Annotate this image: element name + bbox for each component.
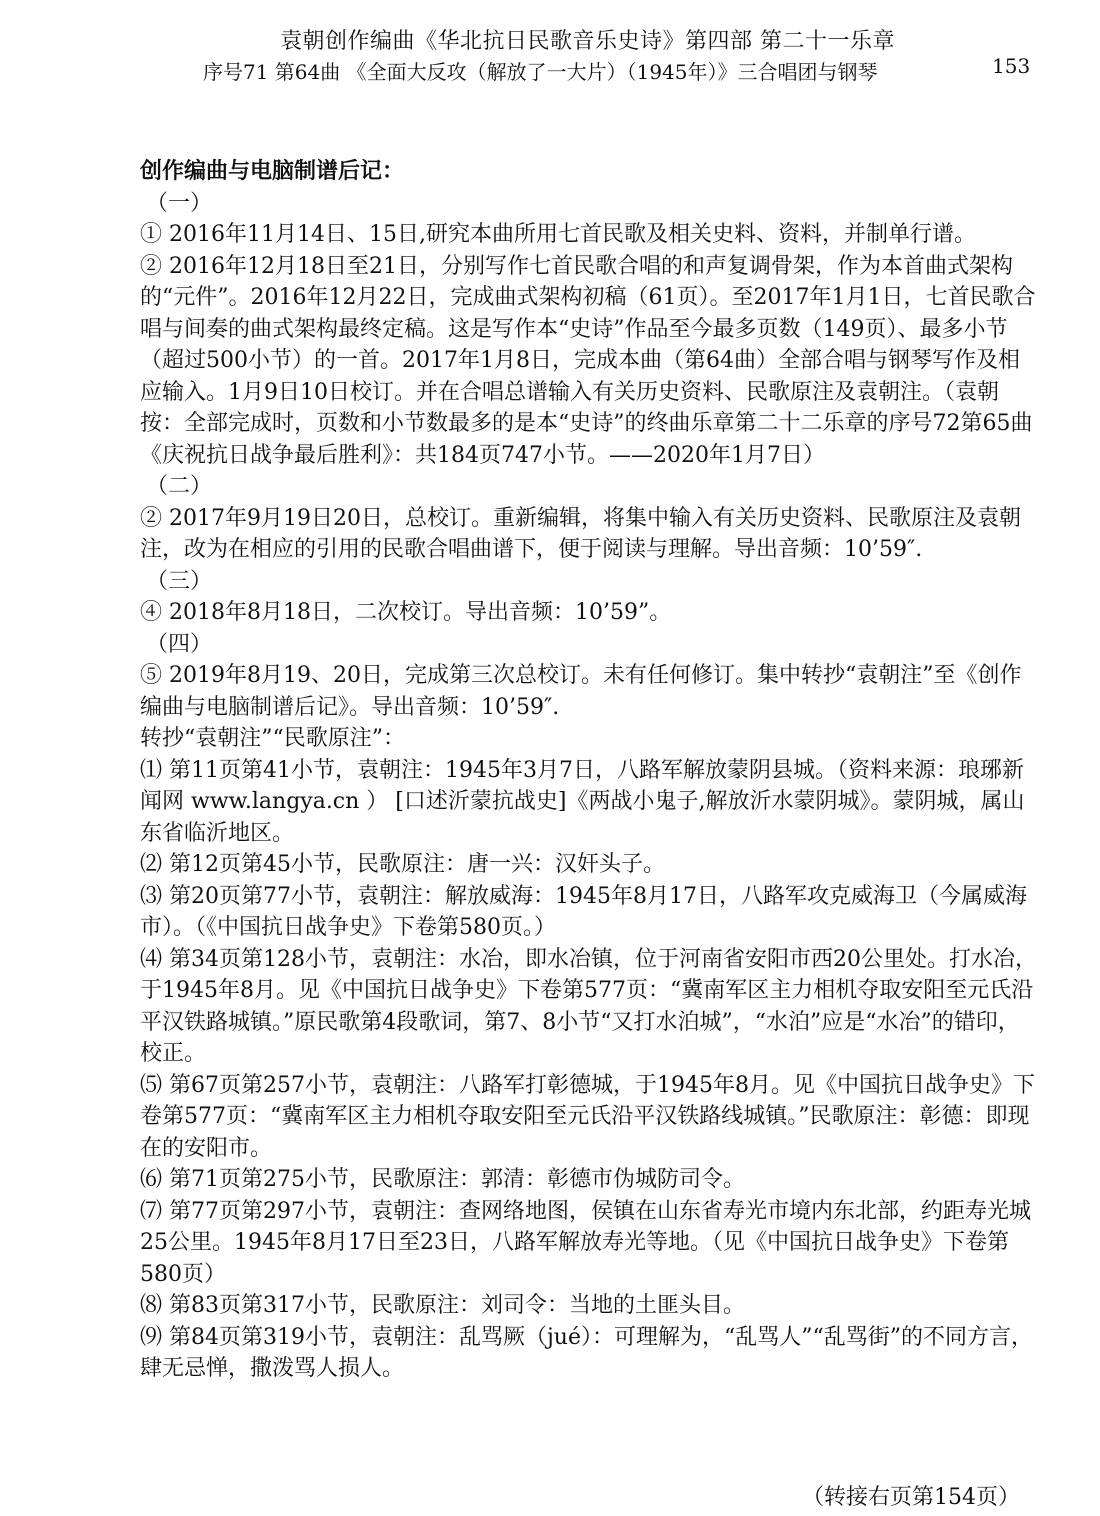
- paragraph-4: ④ 2018年8月18日，二次校订。导出音频：10’59”。: [140, 600, 672, 625]
- paragraph-3: ② 2017年9月19日20日，总校订。重新编辑，将集中输入有关历史资料、民歌原注及袁朝注，改为在相应的引用的民歌合唱曲谱下，便于阅读与理解。导出音频：10’59″.: [140, 505, 1021, 562]
- note-item-9: ⑼ 第84页第319小节，袁朝注：乱骂厥（jué）：可理解为，“乱骂人”“乱骂街”的不同方言，肆无忌惮，撒泼骂人损人。: [140, 1324, 1033, 1381]
- note-item-8: ⑻ 第83页第317小节，民歌原注：刘司令：当地的土匪头目。: [140, 1293, 745, 1318]
- continuation-note: （转接右页第154页）: [802, 1485, 1020, 1510]
- note-item-2: ⑵ 第12页第45小节，民歌原注：唐一兴：汉奸头子。: [140, 852, 665, 877]
- note-item-5: ⑸ 第67页第257小节，袁朝注：八路军打彰德城，于1945年8月。见《中国抗日战争史》下卷第577页：“冀南军区主力相机夺取安阳至元氏沿平汉铁路线城镇。”民歌原注：彰德：即现在的安阳市。: [140, 1072, 1035, 1161]
- section-mark-2: （二）: [146, 474, 213, 499]
- section-heading: 创作编曲与电脑制谱后记：: [140, 158, 405, 184]
- paragraph-2: ② 2016年12月18日至21日，分别写作七首民歌合唱的和声复调骨架，作为本首曲式架构的“元件”。2016年12月22日，完成曲式架构初稿（61页）。至2017年1月1日，七首民歌合唱与间奏的曲式架构最终定稿。这是写作本“史诗”作品至今最多页数（149页）、最多小节（超过500小节）的一首。2017年1月8日，完成本曲（第64曲）全部合唱与钢琴写作及相应输入。1月9日10日校订。并在合唱总谱输入有关历史资料、民歌原注及袁朝注。（袁朝按：全部完成时，页数和小节数最多的是本“史诗”的终曲乐章第二十二乐章的序号72第65曲《庆祝抗日战争最后胜利》：共184页747小节。——2020年1月7日）: [140, 253, 1036, 468]
- notes-heading: 转抄“袁朝注”“民歌原注”：: [140, 726, 405, 751]
- page-header: [0, 24, 1100, 94]
- section-mark-3: （三）: [146, 568, 213, 594]
- section-mark-1: （一）: [146, 190, 213, 216]
- note-item-4: ⑷ 第34页第128小节，袁朝注：水冶，即水冶镇，位于河南省安阳市西20公里处。打水冶，于1945年8月。见《中国抗日战争史》下卷第577页：“冀南军区主力相机夺取安阳至元氏沿平汉铁路城镇。”原民歌第4段歌词，第7、8小节“又打水泊城”，“水泊”应是“水冶”的错印，校正。: [140, 946, 1037, 1066]
- note-item-3: ⑶ 第20页第77小节，袁朝注：解放威海：1945年8月17日，八路军攻克威海卫（今属威海市）。（《中国抗日战争史》下卷第580页。）: [140, 883, 1027, 940]
- page-number: 153: [992, 54, 1031, 78]
- paragraph-1: ① 2016年11月14日、15日,研究本曲所用七首民歌及相关史料、资料，并制单行谱。: [140, 222, 976, 247]
- header-title-line2: 序号71 第64曲 《全面大反攻（解放了一大片）（1945年）》三合唱团与钢琴: [203, 60, 878, 84]
- document-body: [140, 156, 1040, 1385]
- note-item-7: ⑺ 第77页第297小节，袁朝注：查网络地图，侯镇在山东省寿光市境内东北部，约距寿光城25公里。1945年8月17日至23日，八路军解放寿光等地。（见《中国抗日战争史》下卷第580页）: [140, 1198, 1031, 1287]
- note-item-6: ⑹ 第71页第275小节，民歌原注：郭清：彰德市伪城防司令。: [140, 1167, 745, 1192]
- note-item-1: ⑴ 第11页第41小节，袁朝注：1945年3月7日，八路军解放蒙阴县城。（资料来源：琅琊新闻网 www.langya.cn ） [口述沂蒙抗战史]《两战小鬼子,解放沂水蒙阴城》。蒙阴城，属山东省临沂地区。: [140, 757, 1025, 846]
- section-mark-4: （四）: [146, 631, 213, 657]
- paragraph-5: ⑤ 2019年8月19、20日，完成第三次总校订。未有任何修订。集中转抄“袁朝注”至《创作编曲与电脑制谱后记》。导出音频：10’59″.: [140, 663, 1022, 720]
- header-title-line1: 袁朝创作编曲《华北抗日民歌音乐史诗》第四部 第二十一乐章: [280, 29, 895, 54]
